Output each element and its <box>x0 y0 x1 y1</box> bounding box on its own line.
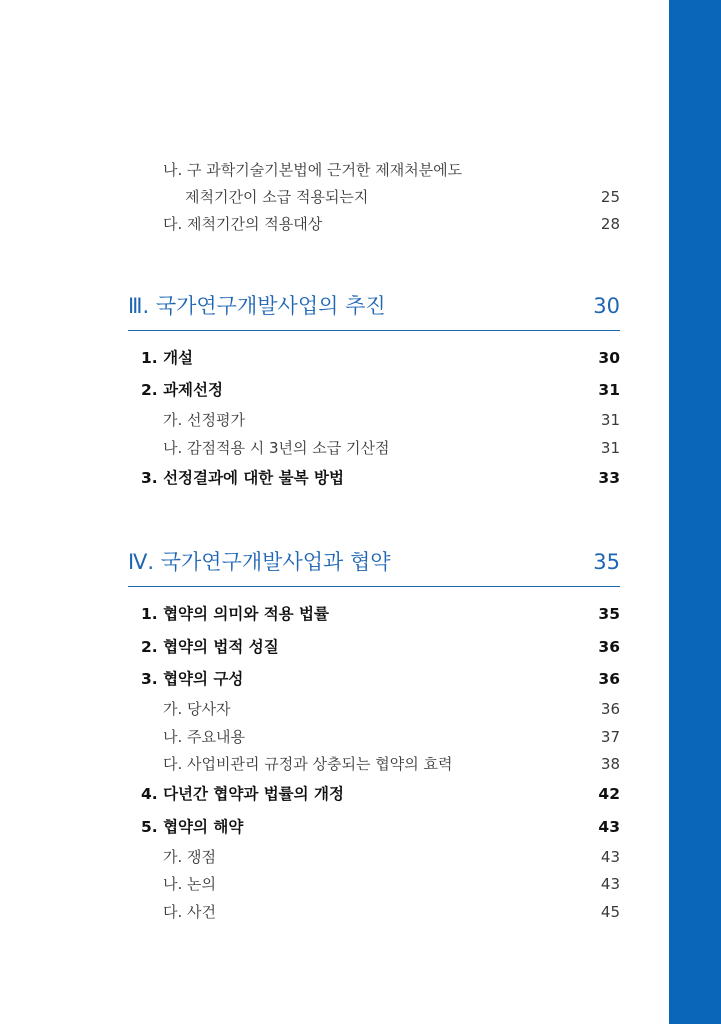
toc-entry-page: 36 <box>598 638 620 656</box>
side-tab-bar <box>669 0 721 1024</box>
toc-entry-page: 42 <box>598 785 620 803</box>
toc-entry-title: 3. 선정결과에 대한 불복 방법 <box>141 469 344 487</box>
toc-entry[interactable] <box>0 346 620 370</box>
toc-entry-page: 31 <box>600 439 620 457</box>
toc-entry[interactable] <box>0 725 620 749</box>
chapter-title: Ⅳ. 국가연구개발사업과 협약 <box>128 550 391 574</box>
toc-entry[interactable] <box>0 408 620 432</box>
chapter-page: 30 <box>593 294 620 318</box>
chapter-heading[interactable] <box>0 547 620 577</box>
toc-entry-page: 38 <box>600 755 620 773</box>
toc-entry[interactable] <box>0 697 620 721</box>
toc-entry[interactable] <box>0 900 620 924</box>
toc-entry-title: 나. 구 과학기술기본법에 근거한 제재처분에도 <box>163 161 463 179</box>
toc-entry-page: 25 <box>600 188 620 206</box>
toc-entry[interactable] <box>0 185 620 209</box>
toc-entry-title: 2. 과제선정 <box>141 381 223 399</box>
toc-entry-title: 나. 주요내용 <box>163 728 245 746</box>
toc-entry[interactable] <box>0 602 620 626</box>
chapter-title: Ⅲ. 국가연구개발사업의 추진 <box>128 294 386 318</box>
toc-entry-title: 제척기간이 소급 적용되는지 <box>185 188 369 206</box>
toc-entry-title: 가. 쟁점 <box>163 848 217 866</box>
toc-entry-title: 나. 논의 <box>163 875 217 893</box>
toc-entry-page: 43 <box>600 875 620 893</box>
toc-entry-page: 31 <box>600 411 620 429</box>
toc-entry[interactable] <box>0 752 620 776</box>
toc-entry-title: 나. 감점적용 시 3년의 소급 기산점 <box>163 439 390 457</box>
toc-entry-page: 35 <box>598 605 620 623</box>
toc-entry-title: 4. 다년간 협약과 법률의 개정 <box>141 785 344 803</box>
toc-entry-page: 37 <box>600 728 620 746</box>
toc-entry-title: 2. 협약의 법적 성질 <box>141 638 279 656</box>
toc-entry-page: 45 <box>600 903 620 921</box>
toc-entry-page: 36 <box>600 700 620 718</box>
toc-entry[interactable] <box>0 845 620 869</box>
toc-entry-page: 43 <box>598 818 620 836</box>
toc-entry-page: 31 <box>598 381 620 399</box>
toc-entry-title: 가. 선정평가 <box>163 411 245 429</box>
toc-entry[interactable] <box>0 667 620 691</box>
toc-entry[interactable] <box>0 212 620 236</box>
toc-entry-page: 30 <box>598 349 620 367</box>
toc-entry-page: 43 <box>600 848 620 866</box>
toc-entry-title: 1. 개설 <box>141 349 194 367</box>
toc-entry-title: 다. 사건 <box>163 903 217 921</box>
chapter-divider <box>128 330 620 331</box>
toc-entry-title: 1. 협약의 의미와 적용 법률 <box>141 605 329 623</box>
toc-entry[interactable] <box>0 635 620 659</box>
toc-entry-title: 5. 협약의 해약 <box>141 818 244 836</box>
chapter-heading[interactable] <box>0 291 620 321</box>
toc-entry[interactable] <box>0 782 620 806</box>
toc-entry-title: 다. 제척기간의 적용대상 <box>163 215 323 233</box>
toc-entry[interactable] <box>0 872 620 896</box>
toc-entry[interactable] <box>0 466 620 490</box>
toc-entry[interactable] <box>0 815 620 839</box>
toc-entry[interactable] <box>0 436 620 460</box>
chapter-divider <box>128 586 620 587</box>
toc-entry-title: 다. 사업비관리 규정과 상충되는 협약의 효력 <box>163 755 453 773</box>
toc-entry-title: 3. 협약의 구성 <box>141 670 244 688</box>
toc-entry[interactable] <box>0 158 620 182</box>
toc-entry[interactable] <box>0 378 620 402</box>
chapter-page: 35 <box>593 550 620 574</box>
toc-entry-title: 가. 당사자 <box>163 700 231 718</box>
toc-entry-page: 33 <box>598 469 620 487</box>
toc-entry-page: 28 <box>600 215 620 233</box>
toc-entry-page: 36 <box>598 670 620 688</box>
